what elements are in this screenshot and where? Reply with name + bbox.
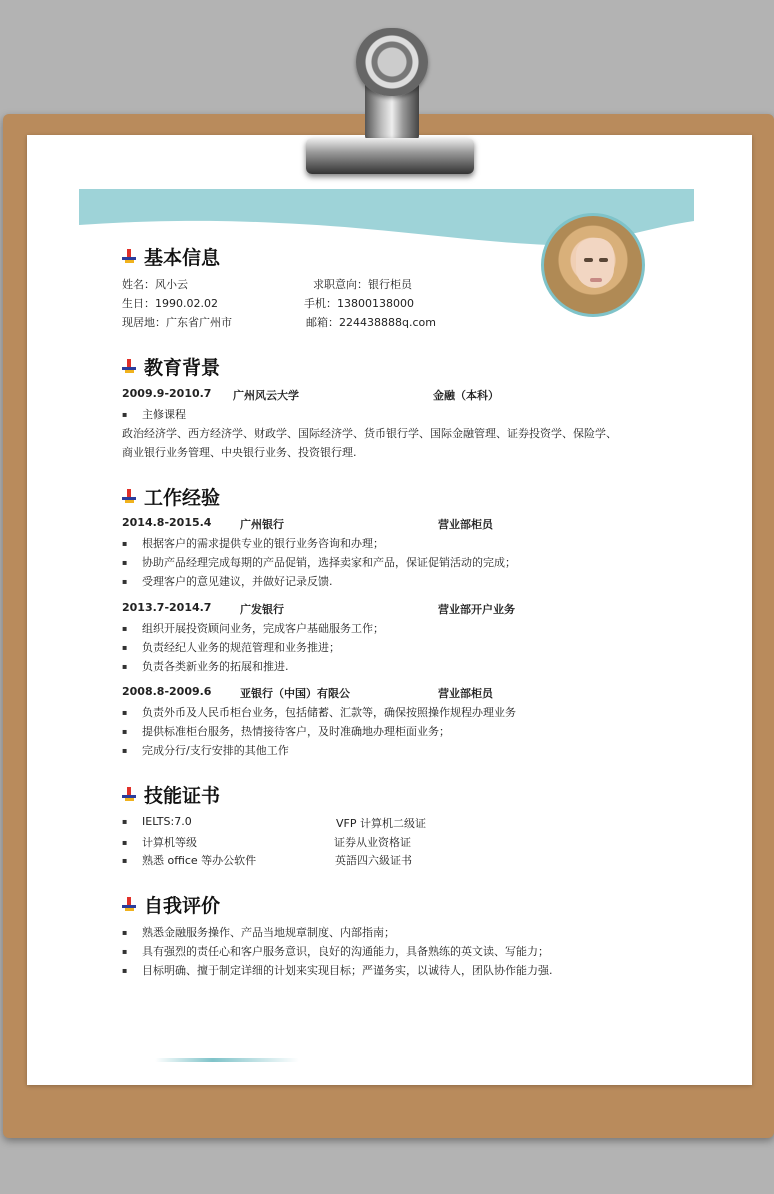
photo-lip [590,278,602,282]
section-bullet-icon [122,897,138,913]
job-period: 2014.8-2015.4 [122,516,212,529]
job-duty: ▪ 受理客户的意见建议，并做好记录反馈. [122,573,333,589]
edu-period: 2009.9-2010.7 [122,387,212,400]
edu-courses-label: ▪ 主修课程 [122,406,186,422]
section-title-text: 技能证书 [144,785,221,807]
section-self-title [122,891,220,918]
clip-base [306,138,474,174]
skill-item: ▪ 计算机等级 [122,834,197,850]
job-company: 广州银行 [240,518,284,531]
section-education-title [122,353,220,380]
section-bullet-icon [122,359,138,375]
self-eval-item: ▪ 熟悉金融服务操作、产品当地规章制度、内部指南； [122,924,395,940]
job-duty: ▪ 完成分行/支行安排的其他工作 [122,742,289,758]
photo-eye [599,258,608,262]
job-duty: ▪ 负责经纪人业务的规范管理和业务推进； [122,639,340,655]
job-duty: ▪ 负责外币及人民币柜台业务，包括储蓄、汇款等，确保按照操作规程办理业务 [122,704,516,720]
footer-accent-line [155,1058,299,1062]
section-bullet-icon [122,787,138,803]
section-skills-title [122,781,220,808]
section-title-text: 工作经验 [144,487,221,509]
job-position: 营业部柜员 [438,518,493,531]
section-bullet-icon [122,249,138,265]
photo-eye [584,258,593,262]
binder-clip-icon [356,28,428,96]
self-eval-item: ▪ 具有强烈的责任心和客户服务意识，良好的沟通能力，具备熟练的英文读、写能力； [122,943,549,959]
profile-photo [541,213,645,317]
job-company: 亚银行（中国）有限公 [240,687,350,700]
certificate-item: VFP 计算机二级证 [336,817,426,830]
self-eval-item: ▪ 目标明确、擅于制定详细的计划来实现目标；严谨务实，以诚待人，团队协作能力强. [122,962,553,978]
certificate-item: 英語四六級证书 [335,854,412,867]
phone-field: 手机：13800138000 [304,297,414,310]
edu-major: 金融（本科） [433,389,499,402]
job-period: 2008.8-2009.6 [122,685,212,698]
section-bullet-icon [122,489,138,505]
name-field: 姓名：风小云 [122,278,188,291]
edu-school: 广州风云大学 [233,389,299,402]
job-duty: ▪ 根据客户的需求提供专业的银行业务咨询和办理； [122,535,384,551]
edu-courses-line: 商业银行业务管理、中央银行业务、投资银行理. [122,446,357,459]
job-position: 营业部开户业务 [438,603,515,616]
skill-item: ▪ IELTS:7.0 [122,815,192,828]
job-duty: ▪ 组织开展投资顾问业务，完成客户基础服务工作； [122,620,384,636]
job-period: 2013.7-2014.7 [122,601,212,614]
job-duty: ▪ 提供标准柜台服务，热情接待客户，及时准确地办理柜面业务； [122,723,450,739]
job-duty: ▪ 协助产品经理完成每期的产品促销，选择卖家和产品，保证促销活动的完成； [122,554,516,570]
section-title-text: 自我评价 [144,895,221,917]
section-work-title [122,483,220,510]
email-field: 邮箱：224438888q.com [306,316,436,329]
job-duty: ▪ 负责各类新业务的拓展和推进. [122,658,289,674]
address-field: 现居地：广东省广州市 [122,316,232,329]
section-title-text: 基本信息 [144,247,221,269]
certificate-item: 证券从业资格证 [334,836,411,849]
section-title-text: 教育背景 [144,357,221,379]
job-position: 营业部柜员 [438,687,493,700]
birth-field: 生日：1990.02.02 [122,297,218,310]
skill-item: ▪ 熟悉 office 等办公软件 [122,852,256,868]
job-company: 广发银行 [240,603,284,616]
intent-field: 求职意向：银行柜员 [313,278,412,291]
edu-courses-line: 政治经济学、西方经济学、财政学、国际经济学、货币银行学、国际金融管理、证券投资学、保险学、 [122,427,617,440]
section-basic-title [122,243,220,270]
